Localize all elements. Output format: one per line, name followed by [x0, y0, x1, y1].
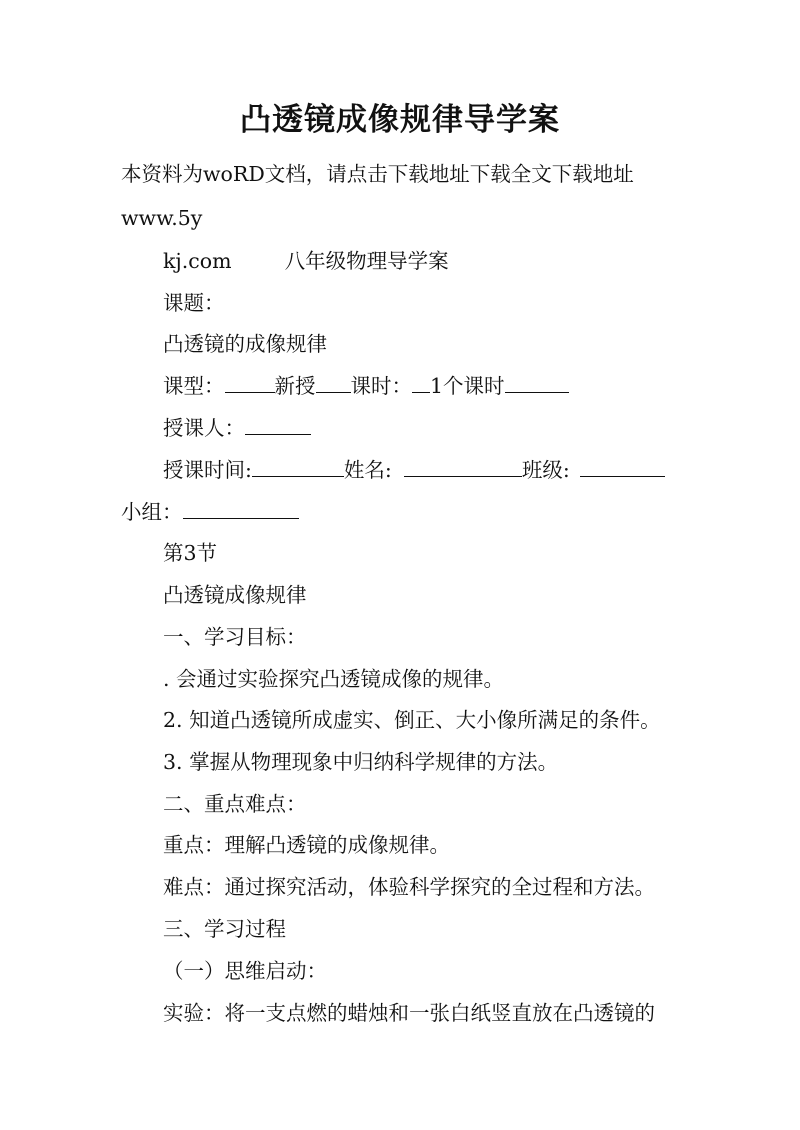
- goal-item-3: 3. 掌握从物理现象中归纳科学规律的方法。: [163, 750, 559, 774]
- section-number: 第3节: [163, 541, 218, 565]
- course-line: [163, 373, 569, 399]
- header-site: kj.com: [163, 249, 232, 273]
- goal-item-2: 2. 知道凸透镜所成虚实、倒正、大小像所满足的条件。: [163, 708, 661, 732]
- key-points-heading: 二、重点难点：: [163, 792, 307, 816]
- key-point: 重点：理解凸透镜的成像规律。: [163, 833, 450, 857]
- course-type-blank-1: [225, 374, 275, 393]
- intro-line-1: 本资料为woRD文档，请点击下载地址下载全文下载地址: [121, 162, 634, 186]
- course-hours-blank-1: [412, 374, 430, 393]
- course-type-value: 新授: [274, 374, 316, 398]
- experiment-text: 实验：将一支点燃的蜡烛和一张白纸竖直放在凸透镜的: [163, 1001, 655, 1025]
- intro-line-2: www.5y: [121, 206, 203, 230]
- course-type-blank-2: [316, 374, 351, 393]
- course-type-label: 课型：: [163, 374, 225, 398]
- class-label: 班级:: [521, 458, 570, 482]
- goal-item-1: . 会通过实验探究凸透镜成像的规律。: [163, 667, 505, 691]
- group-line: [121, 499, 299, 525]
- class-blank: [580, 458, 665, 477]
- course-hours-blank-2: [505, 374, 569, 393]
- header-subject: 八年级物理导学案: [284, 249, 449, 273]
- document-title: 凸透镜成像规律导学案: [240, 102, 560, 138]
- teacher-blank: [245, 416, 311, 435]
- goals-heading: 一、学习目标：: [163, 625, 307, 649]
- topic-value: 凸透镜的成像规律: [163, 332, 327, 356]
- group-blank: [183, 500, 299, 519]
- teacher-label: 授课人：: [163, 416, 245, 440]
- name-blank: [404, 458, 522, 477]
- lesson-time-label: 授课时间:: [163, 458, 252, 482]
- name-label: 姓名:: [343, 458, 392, 482]
- difficult-point: 难点：通过探究活动，体验科学探究的全过程和方法。: [163, 875, 655, 899]
- process-heading: 三、学习过程: [163, 917, 286, 941]
- header-line: [163, 248, 449, 274]
- group-label: 小组：: [121, 500, 183, 524]
- warmup-heading: （一）思维启动：: [163, 959, 327, 983]
- course-hours-label: 课时：: [350, 374, 412, 398]
- info-line: [163, 457, 665, 483]
- lesson-time-blank: [252, 458, 344, 477]
- topic-label: 课题：: [163, 291, 225, 315]
- teacher-line: [163, 415, 311, 441]
- course-hours-value: 1个课时: [430, 374, 505, 398]
- section-title: 凸透镜成像规律: [163, 583, 307, 607]
